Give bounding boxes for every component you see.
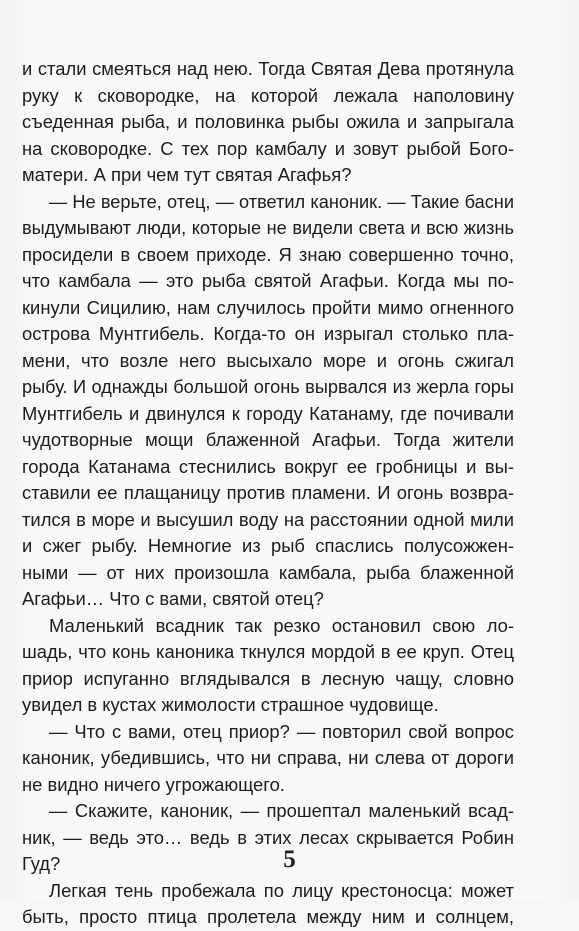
text-line: и сжег рыбу. Немногие из рыб спаслись полусожжен- (22, 535, 514, 556)
text-line: увидел в кустах жимолости страшное чудовище. (22, 694, 439, 715)
text-line: — Что с вами, отец приор? — повторил свой вопрос (49, 720, 514, 742)
text-line: Мунтгибель и двинулся к городу Катанаму, где почивали (22, 402, 514, 424)
text-line: выдумывают люди, которые не видели света и всю жизнь (22, 218, 514, 238)
text-line: рыбу. И однажды большой огонь вырвался из жерла горы (22, 377, 514, 397)
text-line: ными — от них произошла камбала, рыба блаженной (22, 561, 514, 583)
text-line: острова Мунтгибель. Когда-то он изрыгал столько пла- (22, 323, 514, 344)
text-line: просидели в своем приходе. Я знаю совершенно точно, (22, 243, 514, 265)
text-line: — Скажите, каноник, — прошептал маленький всад- (49, 800, 514, 821)
text-line: каноник, убедившись, что ни справа, ни слева от дороги (22, 747, 514, 768)
text-line: быть, просто птица пролетела между ним и солнцем, (22, 906, 514, 927)
text-line: приор испуганно вглядывался в лесную чащу, словно (22, 667, 514, 689)
text-line: руку к сковородке, на которой лежала наполовину (22, 84, 514, 106)
text-line: на сковородке. С тех пор камбалу и зовут рыбой Бого- (22, 137, 514, 159)
text-line: ставили ее плащаницу против пламени. И огонь возвра- (22, 482, 514, 503)
text-line: не видно ничего угрожающего. (22, 773, 285, 795)
text-line: ник, — ведь это… ведь в этих лесах скрывается Робин (22, 826, 514, 848)
text-line: — Не верьте, отец, — ответил каноник. — Такие басни (49, 191, 514, 212)
text-line: Легкая тень пробежала по лицу крестоносца: может (49, 879, 514, 901)
text-line: матери. А при чем тут святая Агафья? (22, 164, 352, 185)
body-text (22, 56, 514, 931)
text-line: чудотворные мощи блаженной Агафьи. Тогда жители (22, 429, 514, 450)
page-number: 5 (283, 846, 296, 873)
text-line: Маленький всадник так резко остановил свою ло- (49, 614, 514, 636)
text-line: города Катанама стеснились вокруг ее гробницы и вы- (22, 455, 514, 477)
text-line: тился в море и высушил воду на расстоянии одной мили (22, 508, 514, 530)
text-line: съеденная рыба, и половинка рыбы ожила и запрыгала (22, 111, 514, 132)
text-line: что камбала — это рыба святой Агафьи. Когда мы по- (22, 270, 514, 291)
text-line: кинули Сицилию, нам случилось пройти мимо огненного (22, 296, 514, 318)
text-line: Агафьи… Что с вами, святой отец? (22, 588, 324, 609)
text-line: мени, что возле него высыхало море и огонь сжигал (22, 349, 514, 371)
text-line: Гуд? (22, 853, 61, 874)
text-line: шадь, что конь каноника ткнулся мордой в ее круп. Отец (22, 641, 514, 662)
text-line: и стали смеяться над нею. Тогда Святая Дева протянула (22, 58, 514, 79)
